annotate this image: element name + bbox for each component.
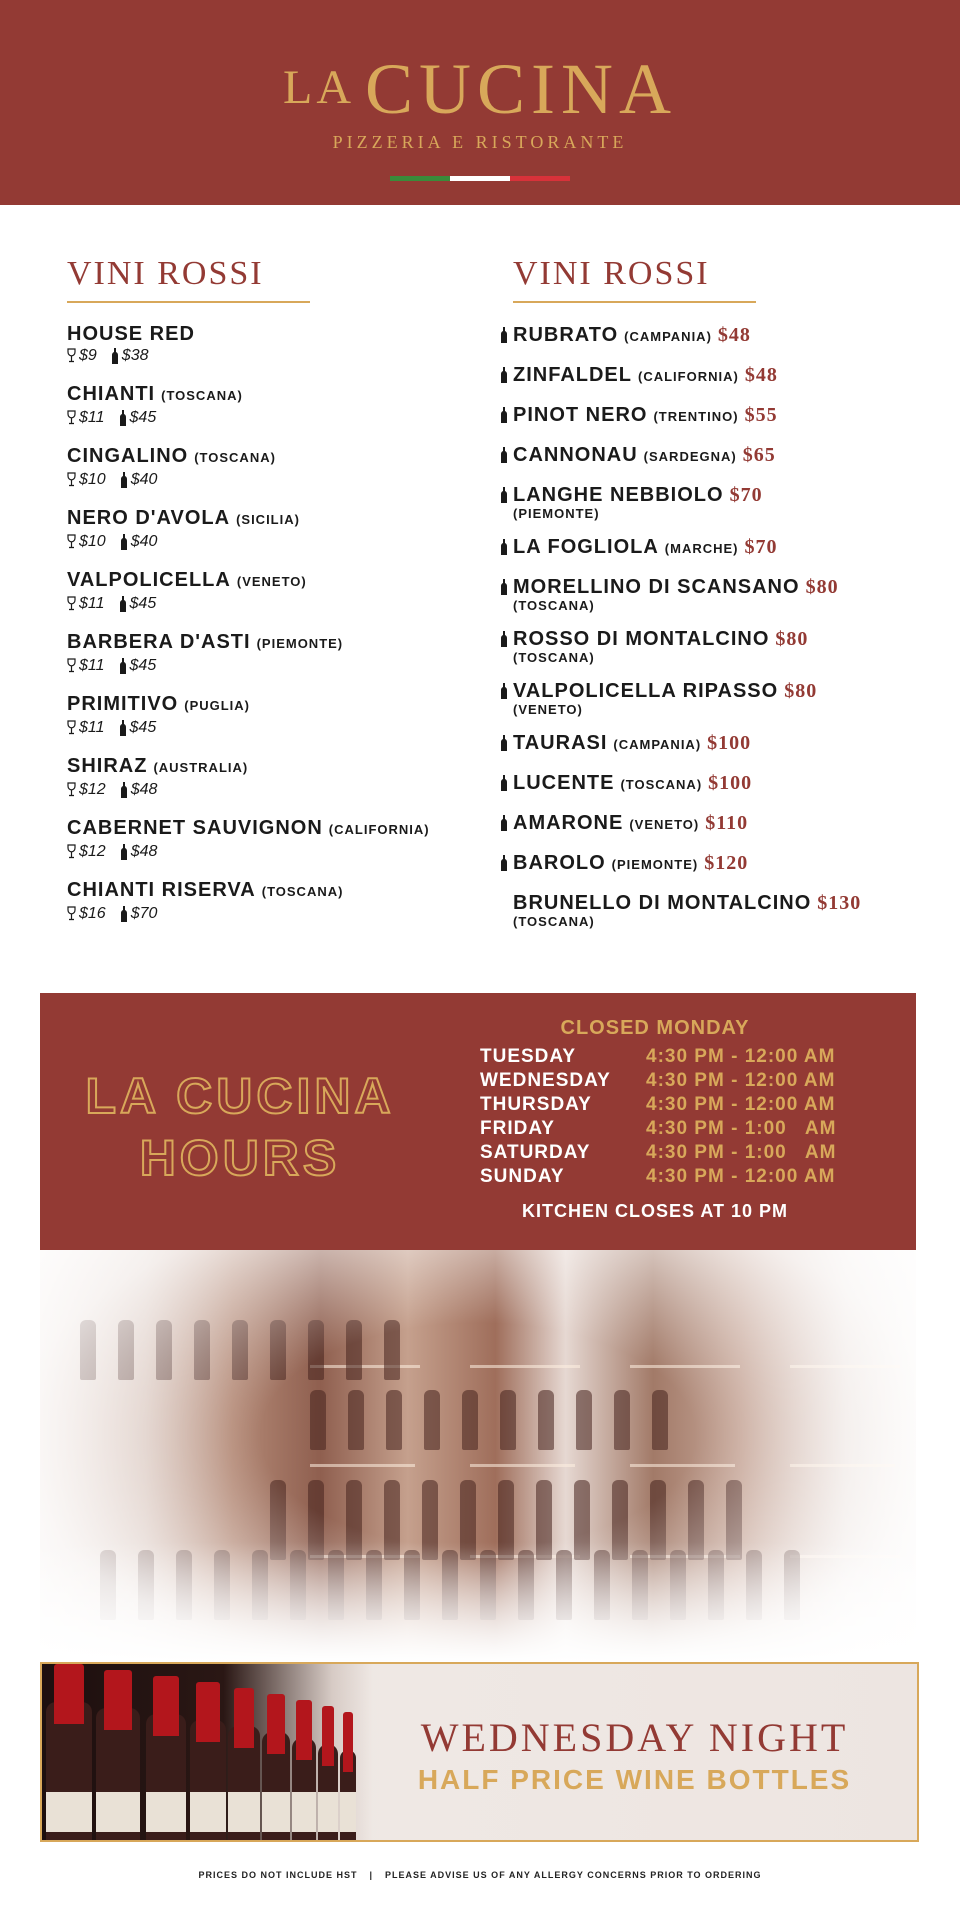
glass-price-value: $9 (79, 347, 97, 364)
wine-bottle-icon (119, 410, 127, 426)
flag-green (390, 176, 450, 181)
wine-region: (TOSCANA) (513, 650, 595, 665)
hours-row (480, 1117, 836, 1141)
wine-region: (SICILIA) (236, 512, 300, 527)
list-item (67, 323, 487, 366)
flag-red (510, 176, 570, 181)
wine-shelf-photo (40, 1250, 916, 1662)
list-item (500, 679, 940, 717)
bottle-icon-wrap (500, 366, 511, 384)
hours-panel (40, 993, 916, 1250)
wine-glass-icon (67, 658, 76, 673)
wine-bottle-icon (500, 579, 508, 595)
bottle-price (119, 719, 157, 736)
hours-title-line2: HOURS (139, 1130, 341, 1186)
bottle-price-value: $40 (130, 533, 158, 550)
header-banner (0, 0, 960, 205)
wine-region: (VENETO) (629, 817, 700, 832)
wine-bottle-icon (120, 534, 128, 550)
red-wine-bottle (228, 1726, 260, 1842)
list-item (500, 535, 940, 561)
hours-row (480, 1045, 836, 1069)
bottle-cap (343, 1712, 353, 1772)
hours-row (480, 1093, 836, 1117)
wine-bottle-icon (500, 683, 508, 699)
list-item (67, 879, 487, 924)
wine-glass-icon (67, 720, 76, 735)
glass-price-value: $10 (79, 471, 106, 488)
wine-name: NERO D'AVOLA (67, 507, 231, 529)
footer-separator: | (369, 1870, 373, 1880)
list-item (67, 445, 487, 490)
logo-main: CUCINA (364, 49, 677, 129)
wine-glass-icon (67, 906, 76, 921)
bottle-price (120, 905, 158, 922)
bottle-label (340, 1792, 356, 1832)
list-item (67, 631, 487, 676)
wine-bottle-icon (500, 631, 508, 647)
list-item (500, 443, 940, 469)
wine-name: CANNONAU (513, 444, 638, 466)
glass-price (67, 781, 106, 798)
wine-name-line (513, 535, 940, 561)
wine-name: CINGALINO (67, 445, 189, 467)
flag-white (450, 176, 510, 181)
list-item (500, 731, 940, 757)
wine-region: (SARDEGNA) (643, 449, 737, 464)
hours-day: FRIDAY (480, 1118, 555, 1139)
wine-name-line (513, 771, 940, 797)
bottle-price (119, 595, 157, 612)
wine-name: BAROLO (513, 852, 606, 874)
wine-name-line (67, 569, 487, 593)
wine-region: (PIEMONTE) (256, 636, 344, 651)
bottle-cap (196, 1682, 219, 1742)
wine-name: VALPOLICELLA RIPASSO (513, 680, 779, 702)
wine-region: (CALIFORNIA) (328, 822, 430, 837)
wine-price: $100 (708, 772, 753, 794)
bottle-label (228, 1792, 260, 1832)
bottle-cap (296, 1700, 311, 1760)
wine-name: ZINFALDEL (513, 364, 632, 386)
list-item (67, 693, 487, 738)
hours-time: 4:30 PM - 12:00 AM (646, 1094, 836, 1115)
wine-name-line (513, 731, 940, 757)
wine-prices (67, 346, 487, 366)
wine-region: (TOSCANA) (513, 914, 595, 929)
wine-name: TAURASI (513, 732, 608, 754)
glass-price (67, 657, 105, 674)
wine-prices (67, 470, 487, 490)
wine-price: $100 (707, 732, 752, 754)
bottle-label (318, 1792, 338, 1832)
bottle-label (46, 1792, 92, 1832)
wine-price: $120 (704, 852, 749, 874)
wine-bottle-icon (500, 407, 508, 423)
hours-time: 4:30 PM - 1:00 AM (646, 1142, 837, 1163)
bottle-price (119, 657, 157, 674)
bottle-price (120, 781, 158, 798)
wine-bottle-icon (500, 487, 508, 503)
hours-time: 4:30 PM - 12:00 AM (646, 1166, 836, 1187)
list-item (67, 383, 487, 428)
bottle-icon-wrap (500, 538, 511, 556)
hours-row (480, 1141, 836, 1165)
bottle-icon-wrap (500, 486, 511, 504)
glass-price-value: $11 (79, 595, 105, 612)
wine-name: CHIANTI (67, 383, 156, 405)
wine-name-line (67, 817, 487, 841)
bottle-cap (267, 1694, 285, 1754)
bottle-icon-wrap (500, 734, 511, 752)
red-wine-bottle (318, 1744, 338, 1842)
glass-price-value: $11 (79, 657, 105, 674)
glass-price-value: $16 (79, 905, 106, 922)
wine-glass-icon (67, 348, 76, 363)
wine-prices (67, 594, 487, 614)
wine-name-line (67, 755, 487, 779)
wine-price: $110 (705, 812, 749, 834)
wine-region: (MARCHE) (664, 541, 739, 556)
wine-bottle-icon (111, 348, 119, 364)
bottle-price (120, 471, 158, 488)
hours-time: 4:30 PM - 12:00 AM (646, 1046, 836, 1067)
wine-name: LANGHE NEBBIOLO (513, 484, 724, 506)
closed-day: CLOSED MONDAY (560, 1017, 750, 1039)
bottle-price-value: $45 (129, 657, 157, 674)
bottle-price-value: $45 (129, 719, 157, 736)
wine-price: $48 (744, 364, 778, 386)
list-item (67, 569, 487, 614)
wine-name-line (67, 445, 487, 469)
wine-name: PINOT NERO (513, 404, 648, 426)
wine-region: (VENETO) (236, 574, 307, 589)
wine-prices (67, 532, 487, 552)
wine-bottle-icon (500, 855, 508, 871)
wine-name: LA FOGLIOLA (513, 536, 659, 558)
wine-name-line (513, 483, 940, 507)
wine-bottle-icon (120, 844, 128, 860)
wine-name: SHIRAZ (67, 755, 148, 777)
bottle-icon-wrap (500, 406, 511, 424)
footer-tax-note: PRICES DO NOT INCLUDE HST (198, 1870, 358, 1880)
logo-prefix: LA (283, 61, 355, 114)
bottle-price (119, 409, 157, 426)
wine-region: (PUGLIA) (184, 698, 251, 713)
wine-price: $48 (717, 324, 751, 346)
right-wine-items (500, 323, 940, 929)
wine-glass-icon (67, 472, 76, 487)
wine-region: (CALIFORNIA) (638, 369, 739, 384)
wine-name: MORELLINO DI SCANSANO (513, 576, 800, 598)
section-title: VINI ROSSI (67, 255, 310, 303)
bottle-cap (54, 1664, 83, 1724)
bottle-cap (322, 1706, 335, 1766)
wine-bottle-icon (500, 539, 508, 555)
wine-glass-icon (67, 534, 76, 549)
glass-price (67, 843, 106, 860)
wine-name: RUBRATO (513, 324, 619, 346)
wine-bottle-icon (120, 906, 128, 922)
kitchen-closing: KITCHEN CLOSES AT 10 PM (521, 1201, 789, 1221)
red-wine-bottle (96, 1708, 140, 1842)
bottle-icon-wrap (500, 682, 511, 700)
bottle-price (120, 843, 158, 860)
bottle-price (120, 533, 158, 550)
hours-time: 4:30 PM - 1:00 AM (646, 1118, 837, 1139)
wine-name-line (67, 631, 487, 655)
hours-time: 4:30 PM - 12:00 AM (646, 1070, 836, 1091)
bottle-cap (104, 1670, 132, 1730)
hours-day: THURSDAY (480, 1094, 592, 1115)
wine-name: CABERNET SAUVIGNON (67, 817, 323, 839)
wine-name-line (513, 403, 940, 429)
wine-glass-icon (67, 782, 76, 797)
glass-price (67, 719, 105, 736)
hours-row (480, 1069, 836, 1093)
glass-price (67, 471, 106, 488)
wine-region: (PIEMONTE) (611, 857, 699, 872)
list-item (67, 755, 487, 800)
bottle-label (96, 1792, 140, 1832)
glass-price-value: $10 (79, 533, 106, 550)
wine-region: (PIEMONTE) (513, 506, 600, 521)
bottle-price-value: $38 (121, 347, 149, 364)
wine-prices (67, 408, 487, 428)
list-item (500, 771, 940, 797)
wine-name-line (513, 851, 940, 877)
bottle-price-value: $40 (130, 471, 158, 488)
wine-name: CHIANTI RISERVA (67, 879, 256, 901)
wine-name: AMARONE (513, 812, 624, 834)
bottle-icon-wrap (500, 326, 511, 344)
bottle-label (262, 1792, 290, 1832)
wine-name-line (513, 679, 940, 703)
promo-banner (40, 1662, 919, 1842)
wine-name-line (67, 879, 487, 903)
wine-region: (CAMPANIA) (624, 329, 712, 344)
list-item (500, 483, 940, 521)
wine-region: (CAMPANIA) (613, 737, 702, 752)
wine-prices (67, 842, 487, 862)
glass-price-value: $12 (79, 843, 106, 860)
wine-price: $55 (744, 404, 778, 426)
bottle-icon-wrap (500, 774, 511, 792)
hours-title-line1: LA CUCINA (85, 1068, 395, 1124)
wine-bottle-icon (500, 775, 508, 791)
glass-price (67, 595, 105, 612)
glass-price (67, 409, 105, 426)
section-title: VINI ROSSI (513, 255, 756, 303)
bottle-icon-wrap (500, 854, 511, 872)
footer-allergy-note: PLEASE ADVISE US OF ANY ALLERGY CONCERNS PRIOR TO ORDERING (385, 1870, 762, 1880)
wine-name: BRUNELLO DI MONTALCINO (513, 892, 812, 914)
glass-price (67, 905, 106, 922)
bottle-price-value: $48 (130, 781, 158, 798)
wine-prices (67, 780, 487, 800)
tagline: PIZZERIA E RISTORANTE (332, 132, 628, 152)
wine-region: (TOSCANA) (513, 598, 595, 613)
red-wine-bottle (146, 1714, 186, 1842)
wine-glass-icon (67, 410, 76, 425)
list-item (500, 627, 940, 665)
promo-title: WEDNESDAY NIGHT (420, 1715, 849, 1760)
list-item (500, 575, 940, 613)
red-wine-bottle (340, 1750, 356, 1842)
hours-day: TUESDAY (480, 1046, 577, 1067)
hours-day: SATURDAY (480, 1142, 591, 1163)
wine-price: $70 (729, 484, 763, 506)
wine-bottle-icon (500, 367, 508, 383)
wine-glass-icon (67, 596, 76, 611)
wine-prices (67, 656, 487, 676)
glass-price-value: $12 (79, 781, 106, 798)
photo-fade-bottom (40, 1542, 916, 1662)
glass-price (67, 533, 106, 550)
wine-name: ROSSO DI MONTALCINO (513, 628, 770, 650)
wine-name-line (513, 363, 940, 389)
list-item (500, 811, 940, 837)
bottle-icon-wrap (500, 578, 511, 596)
left-wine-items (67, 323, 487, 924)
wine-prices (67, 904, 487, 924)
hours-title (70, 1065, 410, 1189)
footer-note (0, 1870, 960, 1880)
hours-schedule (480, 1045, 836, 1189)
wine-price: $80 (805, 576, 839, 598)
bottle-label (190, 1792, 226, 1832)
list-item (500, 363, 940, 389)
wine-region: (TOSCANA) (620, 777, 703, 792)
logo (0, 48, 960, 131)
wine-name-line (513, 575, 940, 599)
wine-name: BARBERA D'ASTI (67, 631, 251, 653)
hours-day: WEDNESDAY (480, 1070, 611, 1091)
bottle-cap (153, 1676, 179, 1736)
wine-region: (TOSCANA) (261, 884, 344, 899)
wine-bottle-icon (119, 658, 127, 674)
wine-name-line (67, 383, 487, 407)
wine-name: PRIMITIVO (67, 693, 179, 715)
bottle-price-value: $70 (130, 905, 158, 922)
bottle-icon-wrap (500, 446, 511, 464)
wine-list-left (67, 255, 487, 941)
wine-name-line (513, 891, 940, 915)
bottle-label (292, 1792, 316, 1832)
wine-price: $70 (744, 536, 778, 558)
wine-name: LUCENTE (513, 772, 615, 794)
wine-price: $80 (784, 680, 818, 702)
list-item (67, 507, 487, 552)
wine-bottle-icon (500, 735, 508, 751)
italian-flag-stripe (390, 176, 570, 181)
glass-price (67, 347, 97, 364)
wine-bottle-icon (500, 327, 508, 343)
wine-region: (TOSCANA) (194, 450, 276, 465)
wine-name-line (67, 507, 487, 531)
glass-price-value: $11 (79, 719, 105, 736)
bottle-icon-wrap (500, 814, 511, 832)
list-item (500, 891, 940, 929)
list-item (67, 817, 487, 862)
wine-region: (TOSCANA) (161, 388, 243, 403)
wine-region: (VENETO) (513, 702, 583, 717)
wine-price: $80 (775, 628, 809, 650)
hours-day: SUNDAY (480, 1166, 565, 1187)
bottle-icon-wrap (500, 630, 511, 648)
list-item (500, 323, 940, 349)
wine-bottle-icon (500, 815, 508, 831)
wine-name-line (513, 811, 940, 837)
bottle-price-value: $48 (130, 843, 158, 860)
wine-name: VALPOLICELLA (67, 569, 231, 591)
bottle-cap (234, 1688, 255, 1748)
list-item (500, 851, 940, 877)
wine-name-line (513, 323, 940, 349)
wine-bottle-icon (119, 596, 127, 612)
glass-price-value: $11 (79, 409, 105, 426)
wine-name-line (513, 627, 940, 651)
wine-bottle-icon (119, 720, 127, 736)
red-wine-bottle (190, 1720, 226, 1842)
wine-name-line (67, 693, 487, 717)
wine-price: $65 (742, 444, 776, 466)
wine-price: $130 (817, 892, 862, 914)
wine-bottle-icon (500, 447, 508, 463)
red-wine-bottle (46, 1702, 92, 1842)
bottle-price-value: $45 (129, 409, 157, 426)
wine-name-line (67, 323, 487, 345)
wine-name: HOUSE RED (67, 323, 195, 345)
bottle-price-value: $45 (129, 595, 157, 612)
wine-name-line (513, 443, 940, 469)
bottle-label (146, 1792, 186, 1832)
bottle-price (111, 347, 149, 364)
promo-subtitle: HALF PRICE WINE BOTTLES (417, 1764, 852, 1795)
list-item (500, 403, 940, 429)
wine-bottle-icon (120, 472, 128, 488)
wine-region: (AUSTRALIA) (153, 760, 249, 775)
hours-row (480, 1165, 836, 1189)
red-wine-bottle (292, 1738, 316, 1842)
wine-glass-icon (67, 844, 76, 859)
promo-bottles-image (42, 1664, 372, 1842)
wine-bottle-icon (120, 782, 128, 798)
red-wine-bottle (262, 1732, 290, 1842)
wine-region: (TRENTINO) (653, 409, 739, 424)
wine-prices (67, 718, 487, 738)
wine-list-right (500, 255, 940, 943)
